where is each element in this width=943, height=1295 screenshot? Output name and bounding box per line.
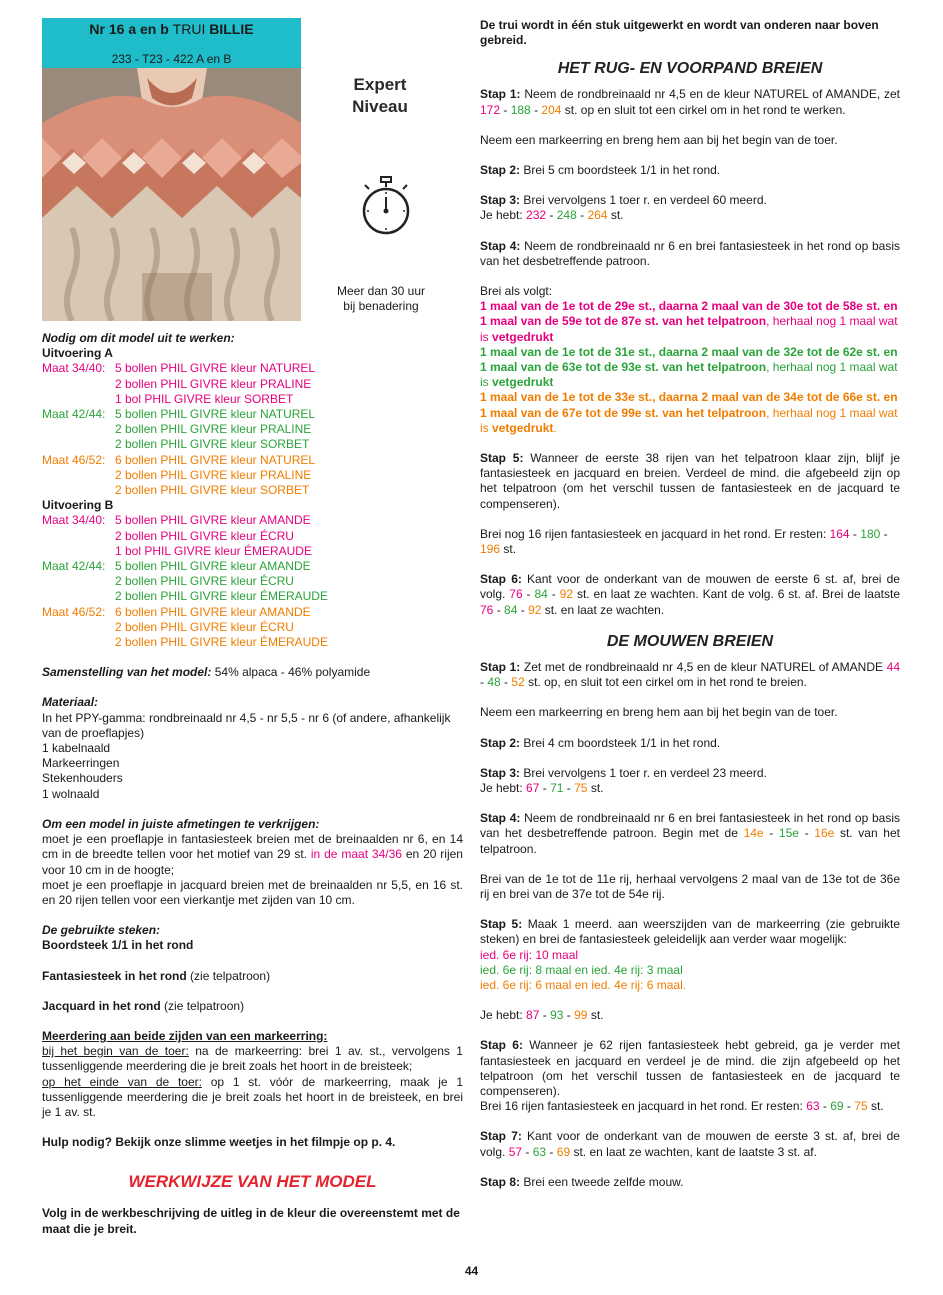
sleeve-marker: Neem een markeerring en breng hem aan bij het begin van de toer. [480,705,838,720]
sleeve-step-3: Stap 3: Brei vervolgens 1 toer r. en verdeel 23 meerd. [480,765,767,780]
knit-as-follows: Brei als volgt: [480,284,553,299]
materials-heading: Materiaal: [42,695,99,710]
sleeve-step-5: Stap 5: Maak 1 meerd. aan weerszijden van de markeerring (zie gebruikte steken) en brei de fantasiesteek geleidelijk aan verder waar mogelijk: [480,917,900,947]
body-step-1: Stap 1: Neem de rondbreinaald nr 4,5 en de kleur NATUREL of AMANDE, zet 172 - 188 - 204 st. op en sluit tot een cirkel om in het rond te werken. [480,87,900,117]
body-marker: Neem een markeerring en breng hem aan bij het begin van de toer. [480,132,838,147]
sleeve-step-4: Stap 4: Neem de rondbreinaald nr 6 en brei fantasiesteek in het rond op basis van het desbetreffende patroon. Begin met de 14e - 15e - 16e st. van het telpatroon. [480,811,900,856]
gauge-heading: Om een model in juiste afmetingen te verkrijgen: [42,816,320,831]
version-a-size-2: Maat 42/44: 5 bollen PHIL GIVRE kleur NATUREL 2 bollen PHIL GIVRE kleur PRALINE 2 bollen PHIL GIVRE kleur SORBET [42,407,316,452]
pattern-reference: 233 - T23 - 422 A en B [111,52,232,66]
needed-heading: Nodig om dit model uit te werken: [42,331,235,345]
sleeve-step-8: Stap 8: Brei een tweede zelfde mouw. [480,1174,684,1189]
stitches-heading: De gebruikte steken: [42,923,161,938]
help-note: Hulp nodig? Bekijk onze slimme weetjes in het filmpje op p. 4. [42,1135,396,1150]
intro: De trui wordt in één stuk uitgewerkt en wordt van onderen naar boven gebreid. [480,18,879,48]
model-photo [42,68,301,321]
version-b-size-1: Maat 34/40: 5 bollen PHIL GIVRE kleur AMANDE 2 bollen PHIL GIVRE kleur ÉCRU 1 bol PHIL GIVRE kleur ÉMERAUDE [42,513,312,558]
repeat-size-1: 1 maal van de 1e tot de 29e st., daarna 2 maal van de 30e tot de 58e st. en 1 maal van de 59e tot de 87e st. van het telpatroon, herhaal nog 1 maal wat is vetgedrukt [480,299,898,344]
body-step-5: Stap 5: Wanneer de eerste 38 rijen van het telpatroon klaar zijn, blijf je fantasiesteek en jacquard en breien. Verdeel de mind. die afgebeeld zijn op het telpatroon (om het verschil tussen de fantasiesteek en de jacquard te compenseren). [480,451,900,511]
time-estimate: Meer dan 30 uur bij benadering [336,284,426,313]
stopwatch-icon [352,173,420,241]
body-step-2: Stap 2: Brei 5 cm boordsteek 1/1 in het rond. [480,163,721,178]
stitch-increase: Meerdering aan beide zijden van een markeerring: [42,1028,328,1043]
sleeve-step-3-total: Je hebt: 67 - 71 - 75 st. [480,780,604,795]
increase-size-2: ied. 6e rij: 8 maal en ied. 4e rij: 3 maal [480,962,683,977]
repeat-size-2: 1 maal van de 1e tot de 31e st., daarna 2 maal van de 32e tot de 62e st. en 1 maal van de 63e tot de 93e st. van het telpatroon, herhaal nog 1 maal wat is vetgedrukt [480,344,898,390]
difficulty-level: Expert Niveau [352,75,408,116]
increase-begin: bij het begin van de toer: na de markeerring: brei 1 av. st., vervolgens 1 tussenliggende meerdering die je breit zoals het hoort in de breisteek; [42,1044,463,1074]
body-step-4: Stap 4: Neem de rondbreinaald nr 6 en brei fantasiesteek in het rond op basis van het desbetreffende patroon. [480,238,900,268]
sleeve-step-6: Stap 6: Wanneer je 62 rijen fantasiesteek hebt gebreid, ga je verder met fantasiesteek en jacquard en verdeel je de mind. die zijn afgebeeld op het telpatroon (om het verschil tussen de fantasiesteek en de jacquard te compenseren). [480,1038,900,1098]
repeat-size-3: 1 maal van de 1e tot de 33e st., daarna 2 maal van de 34e tot de 66e st. en 1 maal van de 67e tot de 99e st. van het telpatroon, herhaal nog 1 maal wat is vetgedrukt. [480,390,898,435]
materials-item: 1 wolnaald [42,786,100,801]
body-step-5-remaining: Brei nog 16 rijen fantasiesteek en jacquard in het rond. Er resten: 164 - 180 - 196 st. [480,526,888,557]
sleeve-step-1: Stap 1: Zet met de rondbreinaald nr 4,5 en de kleur NATUREL of AMANDE 44 - 48 - 52 st. op, en sluit tot een cirkel om in het rond te breien. [480,659,900,690]
version-b-size-2: Maat 42/44: 5 bollen PHIL GIVRE kleur AMANDE 2 bollen PHIL GIVRE kleur ÉCRU 2 bollen PHIL GIVRE kleur ÉMERAUDE [42,559,328,604]
pattern-header [42,18,301,68]
sleeve-step-7: Stap 7: Kant voor de onderkant van de mouwen de eerste 3 st. af, brei de volg. 57 - 63 - 69 st. en laat ze wachten, kant de laatste 3 st. af. [480,1129,900,1159]
left-column [42,331,463,1237]
version-a-size-1: Maat 34/40: 5 bollen PHIL GIVRE kleur NATUREL 2 bollen PHIL GIVRE kleur PRALINE 1 bol PHIL GIVRE kleur SORBET [42,361,316,406]
materials-needles: In het PPY-gamma: rondbreinaald nr 4,5 - nr 5,5 - nr 6 (of andere, afhankelijk van de proeflapjes) [42,710,451,740]
sleeve-section-title: DE MOUWEN BREIEN [606,632,774,650]
gauge-fantasy: moet je een proeflapje in fantasiesteek breien met de breinaalden nr 6, en 14 cm in de breedte tellen voor het motief van 29 st. in de maat 34/36 en 20 rijen voor 10 cm in de hoogte; [42,832,463,877]
stitch-jacquard: Jacquard in het rond (zie telpatroon) [42,998,245,1013]
right-column [480,18,900,1190]
version-b-title: Uitvoering B [42,498,114,513]
sleeve-step-4b: Brei van de 1e tot de 11e rij, herhaal vervolgens 2 maal van de 13e tot de 36e rij en brei van de 37e tot de 54e rij. [480,871,900,901]
version-b-size-3: Maat 46/52: 6 bollen PHIL GIVRE kleur AMANDE 2 bollen PHIL GIVRE kleur ÉCRU 2 bollen PHIL GIVRE kleur ÉMERAUDE [42,604,328,650]
version-a-title: Uitvoering A [42,346,113,361]
sleeve-step-2: Stap 2: Brei 4 cm boordsteek 1/1 in het rond. [480,735,721,750]
body-step-3-total: Je hebt: 232 - 248 - 264 st. [480,208,624,223]
increase-end: op het einde van de toer: op 1 st. vóór de markeerring, maak je 1 tussenliggende meerdering die je breit zoals het hoort in de breisteek, en brei je 1 av. st. [42,1074,463,1119]
increase-size-1: ied. 6e rij: 10 maal [480,947,579,962]
page-number: 44 [464,1264,479,1278]
pattern-title: Nr 16 a en b TRUI BILLIE [89,21,254,37]
body-step-6: Stap 6: Kant voor de onderkant van de mouwen de eerste 6 st. af, brei de volg. 76 - 84 - 92 st. en laat ze wachten. Kant de volg. 6 st. af. Brei de laatste 76 - 84 - 92 st. en laat ze wachten. [480,572,900,617]
gauge-jacquard: moet je een proeflapje in jacquard breien met de breinaalden nr 5,5, en 16 st. en 20 rijen tellen voor een vierkantje met zijden van 10 cm. [42,877,463,907]
materials-item: Markeerringen [42,756,120,771]
body-step-3: Stap 3: Brei vervolgens 1 toer r. en verdeel 60 meerd. [480,193,767,208]
materials-item: 1 kabelnaald [42,741,111,756]
stitch-ribbing: Boordsteek 1/1 in het rond [42,938,194,953]
sleeve-step-5-total: Je hebt: 87 - 93 - 99 st. [480,1008,604,1023]
increase-size-3: ied. 6e rij: 6 maal en ied. 4e rij: 6 maal. [480,977,687,992]
method-instruction: Volg in de werkbeschrijving de uitleg in de kleur die overeenstemt met de maat die je breit. [42,1206,460,1236]
method-title: WERKWIJZE VAN HET MODEL [128,1172,377,1192]
version-a-size-3: Maat 46/52: 6 bollen PHIL GIVRE kleur NATUREL 2 bollen PHIL GIVRE kleur PRALINE 2 bollen PHIL GIVRE kleur SORBET [42,452,316,498]
sleeve-step-6-remaining: Brei 16 rijen fantasiesteek en jacquard in het rond. Er resten: 63 - 69 - 75 st. [480,1099,884,1114]
body-section-title: HET RUG- EN VOORPAND BREIEN [557,60,823,78]
materials-item: Stekenhouders [42,771,123,786]
stitch-fantasy: Fantasiesteek in het rond (zie telpatroon) [42,968,271,983]
composition: Samenstelling van het model: 54% alpaca - 46% polyamide [42,665,371,680]
